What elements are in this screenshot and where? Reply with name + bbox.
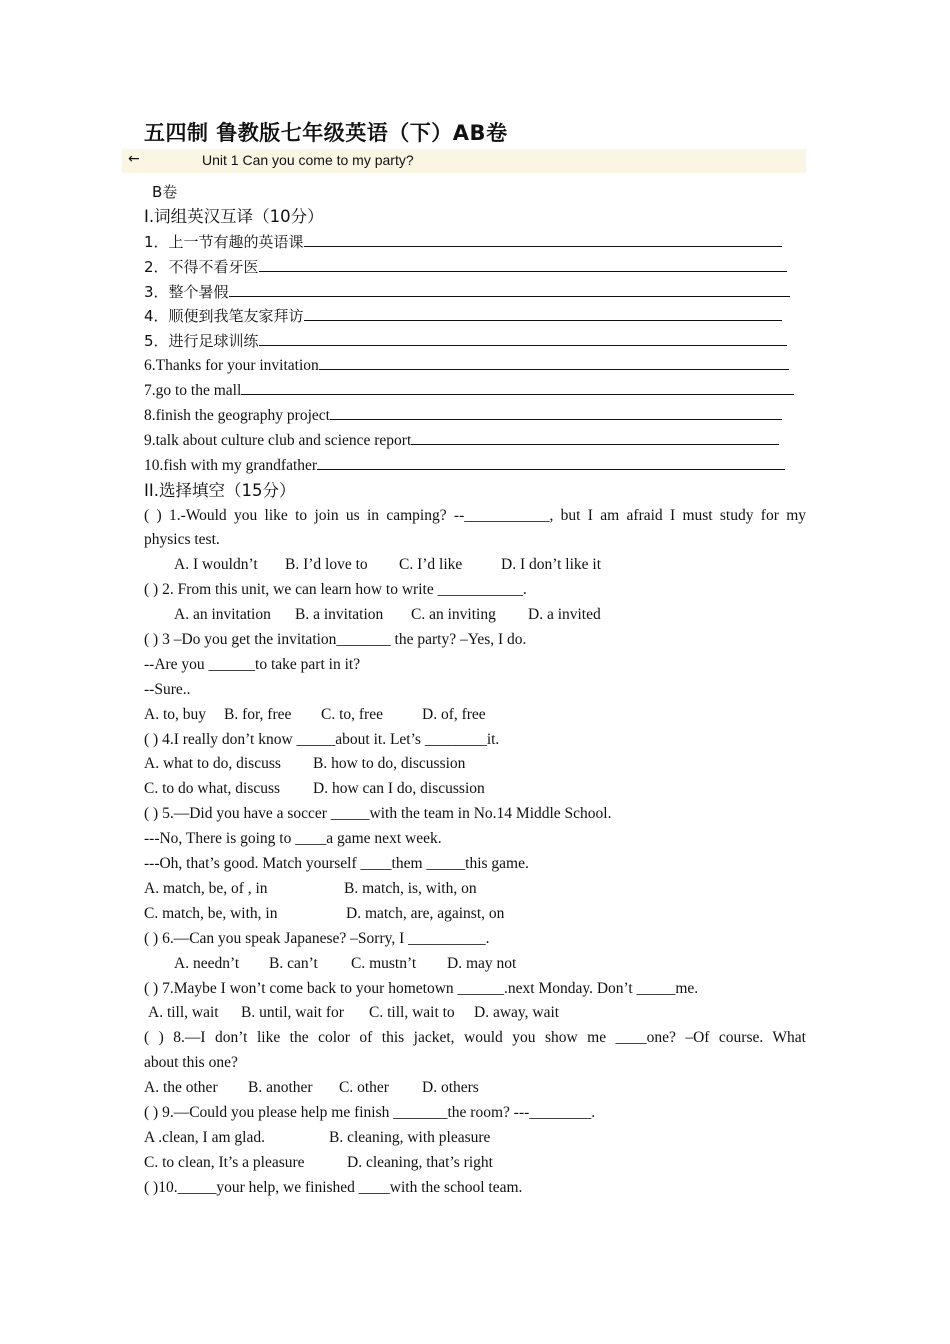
question-1: ( ) 1.-Would you like to join us in camping? --___________, but I am afraid I must study for my: [144, 506, 806, 524]
option-c[interactable]: C. till, wait to: [369, 1004, 455, 1022]
option-c[interactable]: C. to do what, discuss: [144, 780, 281, 798]
document-title: 五四制 鲁教版七年级英语（下）AB卷: [144, 121, 508, 145]
phrase-item: [144, 230, 806, 255]
question-4: ( ) 4.I really don’t know _____about it. Let’s ________it.: [144, 730, 500, 748]
option-d[interactable]: D. others: [422, 1079, 479, 1097]
option-a[interactable]: A. till, wait: [148, 1004, 219, 1022]
option-d[interactable]: D. cleaning, that’s right: [347, 1153, 493, 1171]
question-5: ( ) 5.—Did you have a soccer _____with the team in No.14 Middle School.: [144, 805, 612, 823]
option-c[interactable]: C. to clean, It’s a pleasure: [144, 1153, 305, 1171]
question-9-options: [144, 1126, 806, 1151]
option-b[interactable]: B. I’d love to: [285, 556, 368, 574]
question-10: ( )10._____your help, we finished ____with the school team.: [144, 1178, 523, 1196]
question-8: ( ) 8.—I don’t like the color of this jacket, would you show me ____one? –Of course. What: [144, 1029, 806, 1047]
phrase-text: 7.go to the mall: [144, 382, 242, 400]
question-3-options: [144, 703, 806, 728]
unit-bar: [122, 149, 806, 173]
answer-blank[interactable]: [330, 404, 782, 420]
option-c[interactable]: C. I’d like: [399, 556, 463, 574]
section-1-heading: I.词组英汉互译（10分）: [144, 206, 324, 226]
answer-blank[interactable]: [241, 379, 794, 395]
answer-blank[interactable]: [304, 231, 782, 247]
question-3-cont: --Sure..: [144, 680, 191, 698]
option-a[interactable]: A. to, buy: [144, 705, 206, 723]
question-6: ( ) 6.—Can you speak Japanese? –Sorry, I __________.: [144, 929, 490, 947]
question-7: ( ) 7.Maybe I won’t come back to your hometown ______.next Monday. Don’t _____me.: [144, 979, 699, 997]
option-a[interactable]: A. the other: [144, 1079, 218, 1097]
question-5-cont: ---Oh, that’s good. Match yourself ____them _____this game.: [144, 855, 529, 873]
question-7-options: [144, 1001, 806, 1026]
option-d[interactable]: D. match, are, against, on: [346, 904, 505, 922]
question-6-options: [144, 952, 806, 977]
phrase-item: [144, 429, 806, 454]
option-d[interactable]: D. away, wait: [474, 1004, 560, 1022]
answer-blank[interactable]: [317, 454, 785, 470]
option-d[interactable]: D. of, free: [422, 705, 486, 723]
question-9-options: [144, 1151, 806, 1176]
question-5-options: [144, 902, 806, 927]
option-d[interactable]: D. I don’t like it: [501, 556, 602, 574]
phrase-text: 9.talk about culture club and science report: [144, 431, 412, 449]
question-4-options: [144, 777, 806, 802]
option-b[interactable]: B. can’t: [269, 954, 318, 972]
option-a[interactable]: A. match, be, of , in: [144, 879, 268, 897]
option-b[interactable]: B. cleaning, with pleasure: [329, 1128, 491, 1146]
option-b[interactable]: B. how to do, discussion: [313, 755, 466, 773]
phrase-text: 8.finish the geography project: [144, 407, 330, 425]
phrase-item: [144, 354, 806, 379]
option-b[interactable]: B. another: [248, 1079, 313, 1097]
phrase-text: 10.fish with my grandfather: [144, 456, 318, 474]
unit-label: Unit 1 Can you come to my party?: [202, 152, 414, 168]
option-c[interactable]: C. mustn’t: [351, 954, 417, 972]
question-3-cont: --Are you ______to take part in it?: [144, 655, 361, 673]
option-c[interactable]: C. other: [339, 1079, 389, 1097]
phrase-item: [144, 454, 806, 479]
phrase-item: [144, 255, 806, 280]
option-c[interactable]: C. to, free: [321, 705, 383, 723]
question-8-options: [144, 1076, 806, 1101]
phrase-item: [144, 304, 806, 329]
answer-blank[interactable]: [229, 281, 790, 297]
option-d[interactable]: D. a invited: [528, 606, 601, 624]
phrase-item: [144, 329, 806, 354]
option-a[interactable]: A. what to do, discuss: [144, 755, 281, 773]
back-arrow-icon[interactable]: ←: [128, 151, 140, 167]
option-d[interactable]: D. how can I do, discussion: [313, 780, 485, 798]
option-c[interactable]: C. an inviting: [411, 606, 496, 624]
option-b[interactable]: B. a invitation: [295, 606, 384, 624]
phrase-text: 2．不得不看牙医: [144, 257, 259, 276]
question-5-options: [144, 877, 806, 902]
question-8-cont: about this one?: [144, 1054, 238, 1072]
question-4-options: [144, 752, 806, 777]
answer-blank[interactable]: [319, 354, 789, 370]
answer-blank[interactable]: [259, 256, 787, 272]
question-3: ( ) 3 –Do you get the invitation_______ the party? –Yes, I do.: [144, 631, 527, 649]
phrase-text: 4．顺便到我笔友家拜访: [144, 307, 304, 326]
volume-label: B卷: [152, 183, 178, 201]
question-5-cont: ---No, There is going to ____a game next week.: [144, 830, 442, 848]
answer-blank[interactable]: [411, 429, 779, 445]
option-c[interactable]: C. match, be, with, in: [144, 904, 278, 922]
phrase-text: 3．整个暑假: [144, 282, 229, 301]
phrase-item: [144, 404, 806, 429]
phrase-item: [144, 280, 806, 305]
option-b[interactable]: B. until, wait for: [241, 1004, 344, 1022]
phrase-text: 1．上一节有趣的英语课: [144, 232, 304, 251]
option-a[interactable]: A. an invitation: [174, 606, 271, 624]
option-a[interactable]: A. I wouldn’t: [174, 556, 258, 574]
phrase-text: 5．进行足球训练: [144, 332, 259, 351]
page: [144, 118, 806, 148]
option-a[interactable]: A. needn’t: [174, 954, 240, 972]
option-b[interactable]: B. for, free: [224, 705, 292, 723]
phrase-item: [144, 379, 806, 404]
question-1-options: [144, 553, 806, 578]
question-9: ( ) 9.—Could you please help me finish _______the room? ---________.: [144, 1103, 596, 1121]
option-b[interactable]: B. match, is, with, on: [344, 879, 477, 897]
phrase-text: 6.Thanks for your invitation: [144, 357, 319, 375]
section-2-heading: II.选择填空（15分）: [144, 480, 296, 500]
option-a[interactable]: A .clean, I am glad.: [144, 1128, 265, 1146]
exam-content: [144, 180, 806, 1201]
question-1-cont: physics test.: [144, 531, 220, 549]
question-2: ( ) 2. From this unit, we can learn how to write ___________.: [144, 581, 527, 599]
option-d[interactable]: D. may not: [447, 954, 517, 972]
answer-blank[interactable]: [304, 305, 782, 321]
answer-blank[interactable]: [259, 330, 787, 346]
question-2-options: [144, 603, 806, 628]
